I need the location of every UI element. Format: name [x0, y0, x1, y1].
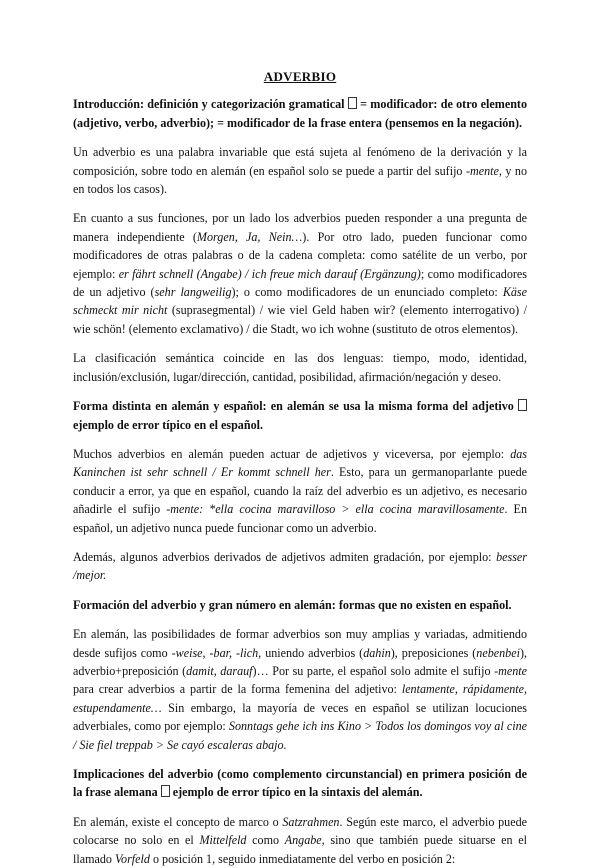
italic-example: das Kaninchen ist sehr schnell / Er kommt schnell her: [73, 446, 527, 480]
body-paragraph: La clasificación semántica coincide en las dos lenguas: tiempo, modo, identidad, inclusión/exclusión, lugar/dirección, cantidad, posibilidad, afirmación/negación y deseo.: [73, 351, 527, 384]
italic-example: -mente: [494, 663, 527, 678]
body-paragraph: Muchos adverbios en alemán pueden actuar de adjetivos y viceversa, por ejemplo: das Kaninchen ist sehr schnell / Er kommt schnell her. Esto, para un germanoparlante puede conducir a error, ya que en español, cuando la raíz del adverbio es un adjetivo, es necesario añadirle el sufijo -mente: *ella cocina maravilloso > ella cocina maravillosamente. En español, un adjetivo nunca puede funcionar como un adverbio.: [73, 446, 527, 535]
italic-example: besser /mejor.: [73, 549, 527, 583]
body-paragraph: En alemán, existe el concepto de marco o Satzrahmen. Según este marco, el adverbio puede colocarse no solo en el Mittelfeld como Angabe, sino que también puede situarse en el llamado Vorfeld o posición 1, seguido inmediatamente del verbo en posición 2:: [73, 814, 527, 866]
italic-example: Satzrahmen: [282, 814, 340, 829]
body-paragraph: Un adverbio es una palabra invariable que está sujeta al fenómeno de la derivación y la composición, sobre todo en alemán (en español solo se puede a partir del sufijo -mente, y no en todos los casos).: [73, 145, 528, 197]
italic-example: Sonntags gehe ich ins Kino > Todos los domingos voy al cine / Sie fiel treppab > Se cayó escaleras abajo.: [73, 719, 527, 752]
section-heading: Formación del adverbio y gran número en alemán: formas que no existen en español.: [73, 597, 512, 612]
missing-glyph-icon: [348, 97, 357, 109]
section-heading: Implicaciones del adverbio (como complemento circunstancial) en primera posición de la frase alemana ejemplo de error típico en la sintaxis del alemán.: [73, 767, 527, 800]
italic-example: Vorfeld: [114, 851, 150, 866]
italic-example: nebenbei: [476, 645, 520, 660]
italic-example: Morgen, Ja, Nein…: [196, 229, 303, 244]
italic-example: -mente,: [465, 163, 502, 178]
italic-example: Käse schmeckt mir nicht: [73, 285, 527, 318]
italic-example: -weise, -bar, -lich,: [171, 645, 262, 660]
italic-example: damit, darauf: [186, 663, 253, 678]
italic-example: er fährt schnell (Angabe) / ich freue mich darauf (Ergänzung): [118, 266, 421, 281]
document-body: [73, 95, 527, 868]
italic-example: Mittelfeld: [199, 833, 247, 848]
body-paragraph: Además, algunos adverbios derivados de adjetivos admiten gradación, por ejemplo: besser /mejor.: [73, 549, 527, 583]
italic-example: lentamente, rápidamente, estupendamente…: [73, 682, 527, 715]
missing-glyph-icon: [518, 399, 527, 411]
section-heading: Introducción: definición y categorización gramatical = modificador: de otro elemento (adjetivo, verbo, adverbio); = modificador de la frase entera (pensemos en la negación).: [73, 97, 528, 130]
body-paragraph: En alemán, las posibilidades de formar adverbios son muy amplias y variadas, admitiendo desde sufijos como -weise, -bar, -lich, uniendo adverbios (dahin), preposiciones (nebenbei), adverbio+preposición (damit, darauf)… Por su parte, el español solo admite el sufijo -mente para crear adverbios a partir de la forma femenina del adjetivo: lentamente, rápidamente, estupendamente… Sin embargo, la mayoría de veces en español se utilizan locuciones adverbiales, como por ejemplo: Sonntags gehe ich ins Kino > Todos los domingos voy al cine / Sie fiel treppab > Se cayó escaleras abajo.: [73, 627, 528, 752]
missing-glyph-icon: [161, 785, 170, 797]
italic-example: dahin: [363, 645, 391, 660]
body-paragraph: En cuanto a sus funciones, por un lado los adverbios pueden responder a una pregunta de manera independiente (Morgen, Ja, Nein…). Por otro lado, pueden funcionar como modificadores de otras palabras o de la cadena completa: como satélite de un verbo, por ejemplo: er fährt schnell (Angabe) / ich freue mich darauf (Ergänzung); como modificadores de un adjetivo (sehr langweilig); o como modificadores de un enunciado completo: Käse schmeckt mir nicht (suprasegmental) / wie viel Geld haben wir? (elemento interrogativo) / wie schön! (elemento exclamativo) / die Stadt, wo ich wohne (sustituto de otros elementos).: [73, 211, 528, 336]
italic-example: Angabe,: [284, 833, 325, 848]
section-heading: Forma distinta en alemán y español: en alemán se usa la misma forma del adjetivo ejemplo de error típico en el español.: [73, 397, 527, 434]
italic-example: sehr langweilig: [154, 285, 232, 300]
italic-example: -mente: *ella cocina maravilloso > ella cocina maravillosamente: [166, 502, 505, 517]
page-title: ADVERBIO: [263, 69, 337, 84]
